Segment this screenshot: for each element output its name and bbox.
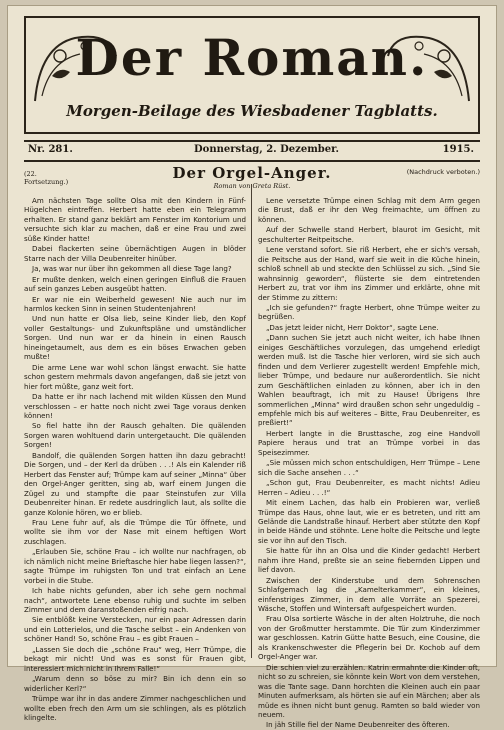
column-divider [251,184,252,658]
paragraph: „Schon gut, Frau Deubenreiter, es macht nichts! Adieu Herren – Adieu . . .!“ [258,478,480,497]
publication-subtitle: Morgen-Beilage des Wiesbadener Tagblatts. [66,102,438,120]
paragraph: Er war nie ein Weiberheld gewesen! Nie auch nur im harmlos kecken Sinn in seinen Studentenjahren! [24,294,246,313]
paragraph: „Dann suchen Sie jetzt auch nicht weiter, ich habe Ihnen einiges Geschäftliches vorzulegen, das umgehend erledigt werden muß. Ist die Tasche hier verloren, wird sie sich auch finden und dem Verlierer zugestellt werden! Empfehle mich, lieber Trümpe, und bedaure nur außerordentlich. Sie nicht zum Geschäftlichen einladen zu können, aber ich in den Wahlen beauftragt, ich mit zu Hause! Übrigens Ihre sommerlichen „Minna“ wird draußen schon sehr ungeduldig – empfehle mich bis auf weiteres – Bitte, Frau Deubenreiter, es preßiert!“ [258,333,480,428]
paragraph: „Ich sie gefunden?“ fragte Herbert, ohne Trümpe weiter zu begrüßen. [258,302,480,322]
issue-number: Nr. 281. [28,144,73,155]
issue-info-bar [24,140,480,162]
publication-title: Der Roman. [75,28,429,87]
paragraph: Trümpe war ihr in das andere Zimmer nachgeschlichen und wollte eben frech den Arm um sie schlingen, als es plötzlich klingelte. [24,694,246,723]
paragraph: Ich habe nichts gefunden, aber ich sehe gern nochmal nach“, antwortete Lene ebenso ruhig und suchte im selben Zimmer und dem daranstoßenden eifrig nach. [24,586,246,615]
paragraph: Sie entblößt keine Verstecken, nur ein paar Adressen darin und ein Lotterielos, und die Tasche selbst – ein Andenken von schöner Hand! So, schöne Frau – es gibt Frauen – [24,615,246,644]
paragraph: Die schien viel zu erzählen. Katrin ermahnte die Kinder oft, nicht so zu schreien, sie könnte kein Wort von dem verstehen, was die Tante sage. Dann horchten die Kleinen auch ein paar Minuten aufmerksam, als hörten sie auf ein Märchen; aber als müde es ihnen nicht bunt genug. Ramten so bald wieder von neuem. [258,662,480,720]
paragraph: In jäh Stille fiel der Name Deubenreiter des öfteren. [266,720,450,730]
paragraph: Auf der Schwelle stand Herbert, blaurot im Gesicht, mit geschulterter Reitpeitsche. [258,225,480,244]
newspaper-page [8,6,496,730]
story-header [24,164,480,193]
paragraph: „Sie müssen mich schon entschuldigen, Herr Trümpe – Lene sich die Sache ansehen . . .“ [258,458,480,477]
paragraph: Frau Olsa sortierte Wäsche in der alten Holztruhe, die noch von der Großmutter herstammte. Die Tür zum Kinderzimmer war geschlossen. Katrin Gütte hatte Besuch, eine Cousine, die als Krankenschwester die Pflegerin bei Dr. Kochob auf dem Orgel-Anger war. [258,614,480,662]
paragraph: Ja, was war nur über ihn gekommen all diese Tage lang? [32,264,232,274]
left-column-body [24,196,246,722]
paragraph: „Das jetzt leider nicht, Herr Doktor“, sagte Lene. [266,322,439,332]
paragraph: Da hatte er ihr nach lachend mit wilden Küssen den Mund verschlossen – er hatte noch nicht zwei Tage voraus denken können! [24,392,246,420]
issue-date: Donnerstag, 2. Dezember. [194,144,339,155]
reprint-note: (Nachdruck verboten.) [406,168,480,176]
paragraph: Lene verstand sofort. Sie riß Herbert, ehe er sich's versah, die Peitsche aus der Hand, warf sie weit in die Küche hinein, schloß schnell ab und steckte den Schlüssel zu sich. „Sind Sie wahnsinnig geworden“, flüsterte sie dem eintretenden Herbert zu, trat vor ihm ins Zimmer und erklärte, ohne mit der Stimme zu zittern: [258,245,480,302]
paragraph: Frau Lene fuhr auf, als die Trümpe die Tür öffnete, und wollte sie ihm vor der Nase mit einem heftigen Wort zuschlagen. [24,517,246,546]
paragraph: Die arme Lene war wohl schon längst erwacht. Sie hatte schon gestern mehrmals davon angefangen, daß sie jetzt von hier fort müßte, ganz weit fort. [24,362,246,391]
paragraph: Er mußte denken, welch einen geringen Einfluß die Frauen auf sein ganzes Leben ausgeübt hatten. [24,274,246,294]
paragraph: Dabei flackerten seine übernächtigen Augen in blöder Starre nach der Villa Deubenreiter hinüber. [24,244,246,263]
paragraph: Sie hatte für ihn an Olsa und die Kinder gedacht! Herbert nahm ihre Hand, preßte sie an seine fiebernden Lippen und lief davon. [258,546,480,575]
paragraph: Bandolf, die quälenden Sorgen hatten ihn dazu gebracht! Die Sorgen, und – der Kerl da drüben . . .! Als ein Kalender riß Herbert das Fenster auf; Trümpe kam auf seiner „Minna“ über den Orgel-Anger geritten, sing ab, warf einem Jungen die Zügel zu und stampfte die paar Steinstufen zur Villa Deubenreiter hinan. Er redete ausdringlich laut, als sollte die ganze Kolonie hören, wo er blieb. [24,450,246,517]
paragraph: „Lassen Sie doch die „schöne Frau“ weg, Herr Trümpe, die bekagt mir nicht! Und was es sonst für Frauen gibt, interessiert mich nicht in Ihrem Falle!“ [24,644,246,673]
paragraph: Und nun hatte er Olsa lieb, seine Kinder lieb, den Kopf voller Gestaltungs- und Zukunftspläne und umständlicher Sorgen. Und nun war er da hinein in einen Rausch hineingetaumelt, aus dem es ein böses Erwachen geben mußte! [24,314,246,362]
story-title: Der Orgel-Anger. [172,164,332,182]
continuation-note: (22. Fortsetzung.) [24,170,69,186]
story-author: Roman von Greta Rüst. [213,182,291,190]
issue-year: 1915. [442,144,474,155]
paragraph: Mit einem Lachen, das halb ein Probieren war, verließ Trümpe das Haus, ohne laut, wie er es betreten, und ritt am Gelände die Landstraße hinauf. Herbert aber stützte den Kopf in beide Hände und stöhnte. Lene holte die Peitsche und legte sie vor ihn auf den Tisch. [258,498,480,545]
paragraph: So fiel hatte ihn der Rausch gehalten. Die quälenden Sorgen waren wohltuend darin untergetaucht. Die quälenden Sorgen! [24,421,246,450]
paragraph: Am nächsten Tage sollte Olsa mit den Kindern in Fünf-Hügelchen eintreffen. Herbert hatte eben ein Telegramm erhalten. Er stand ganz beklärt am Fenster im Kontorium und versuchte sich klar zu machen, daß er eine Frau und zwei süße Kinder hatte! [24,196,246,243]
paragraph: Herbert langte in die Brusttasche, zog eine Handvoll Papiere heraus und trat an Trümpe vorbei in das Speisezimmer. [258,428,480,457]
paragraph: „Erlauben Sie, schöne Frau – ich wollte nur nachfragen, ob ich nämlich nicht meine Brieftasche hier habe liegen lassen?“, sagte Trümpe im ruhigsten Ton und trat einfach an Lene vorbei in die Stube. [24,547,246,585]
right-column-body [258,196,480,730]
masthead [24,16,480,134]
paragraph: Zwischen der Kinderstube und dem Sohrenschen Schlafgemach lag die „Kamelterkammer“, ein kleines, einfenstriges Zimmer, in dem alle Vorräte an Spezerei, Wäsche, Stoffen und Wintersaft aufgespeichert wurden. [258,575,480,614]
right-column [258,196,480,730]
paragraph: Lene versetzte Trümpe einen Schlag mit dem Arm gegen die Brust, daß er ihr den Weg freimachte, um öffnen zu können. [258,196,480,224]
paragraph: „Warum denn so böse zu mir? Bin ich denn ein so widerlicher Kerl?“ [24,674,246,693]
left-column [24,196,246,723]
